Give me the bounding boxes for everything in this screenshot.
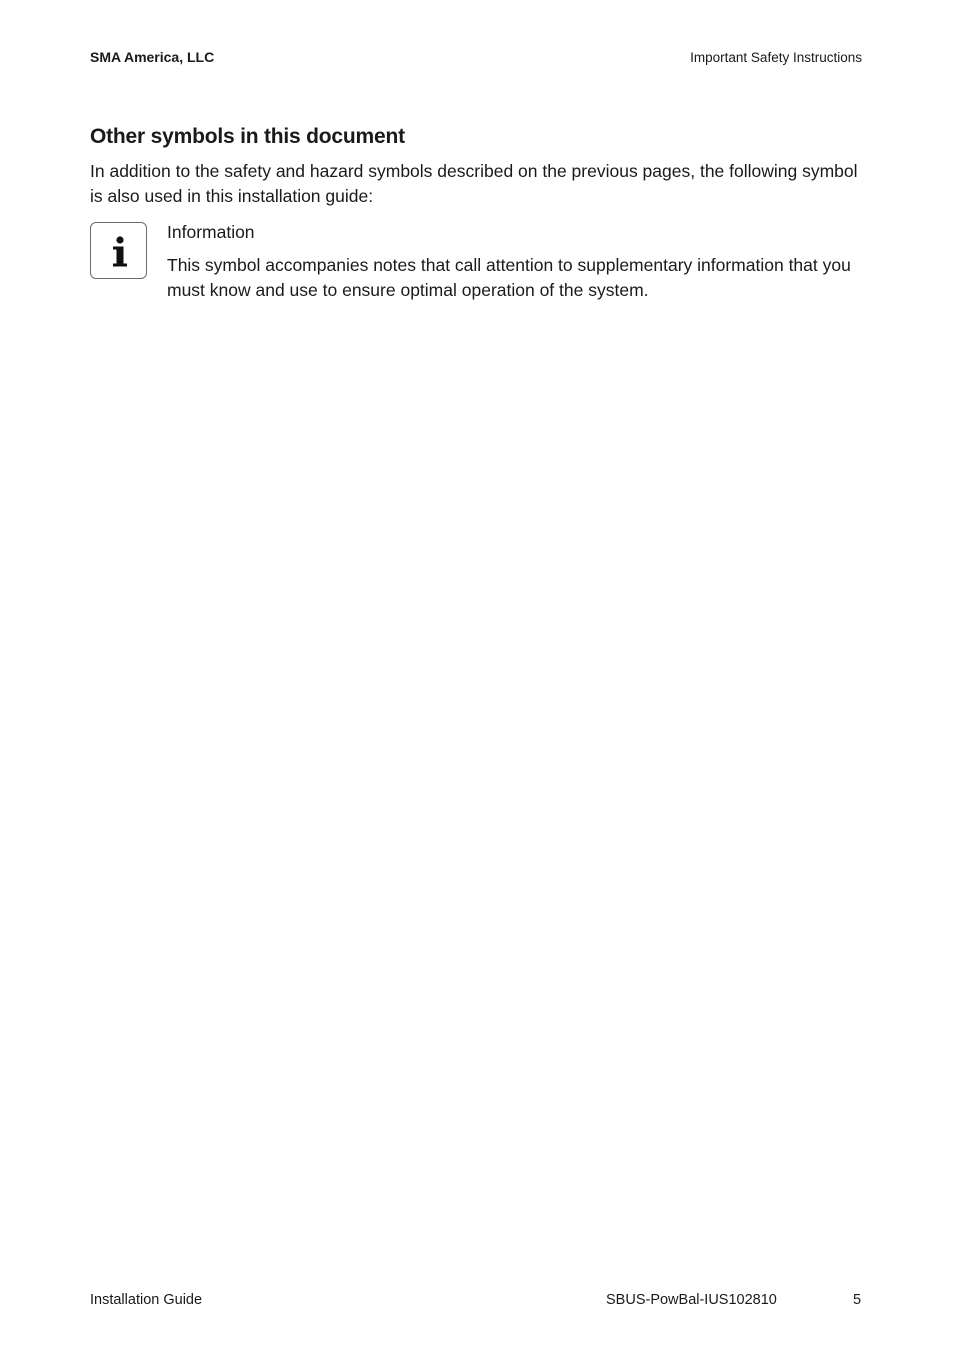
intro-paragraph: In addition to the safety and hazard symbols described on the previous pages, the following symbol is also used in this installation guide: [90, 161, 858, 206]
section-title: Other symbols in this document [90, 125, 405, 148]
symbol-label: Information [167, 222, 255, 242]
info-glyph [91, 223, 148, 280]
footer-doc-code: SBUS-PowBal-IUS102810 [606, 1292, 777, 1308]
header-company: SMA America, LLC [90, 49, 215, 65]
info-icon [90, 222, 147, 279]
symbol-description: This symbol accompanies notes that call attention to supplementary information that you must know and use to ensure optimal operation of the system. [167, 255, 851, 300]
footer-doc-type: Installation Guide [90, 1292, 203, 1308]
page-number: 5 [853, 1292, 862, 1308]
header-section: Important Safety Instructions [690, 50, 862, 65]
